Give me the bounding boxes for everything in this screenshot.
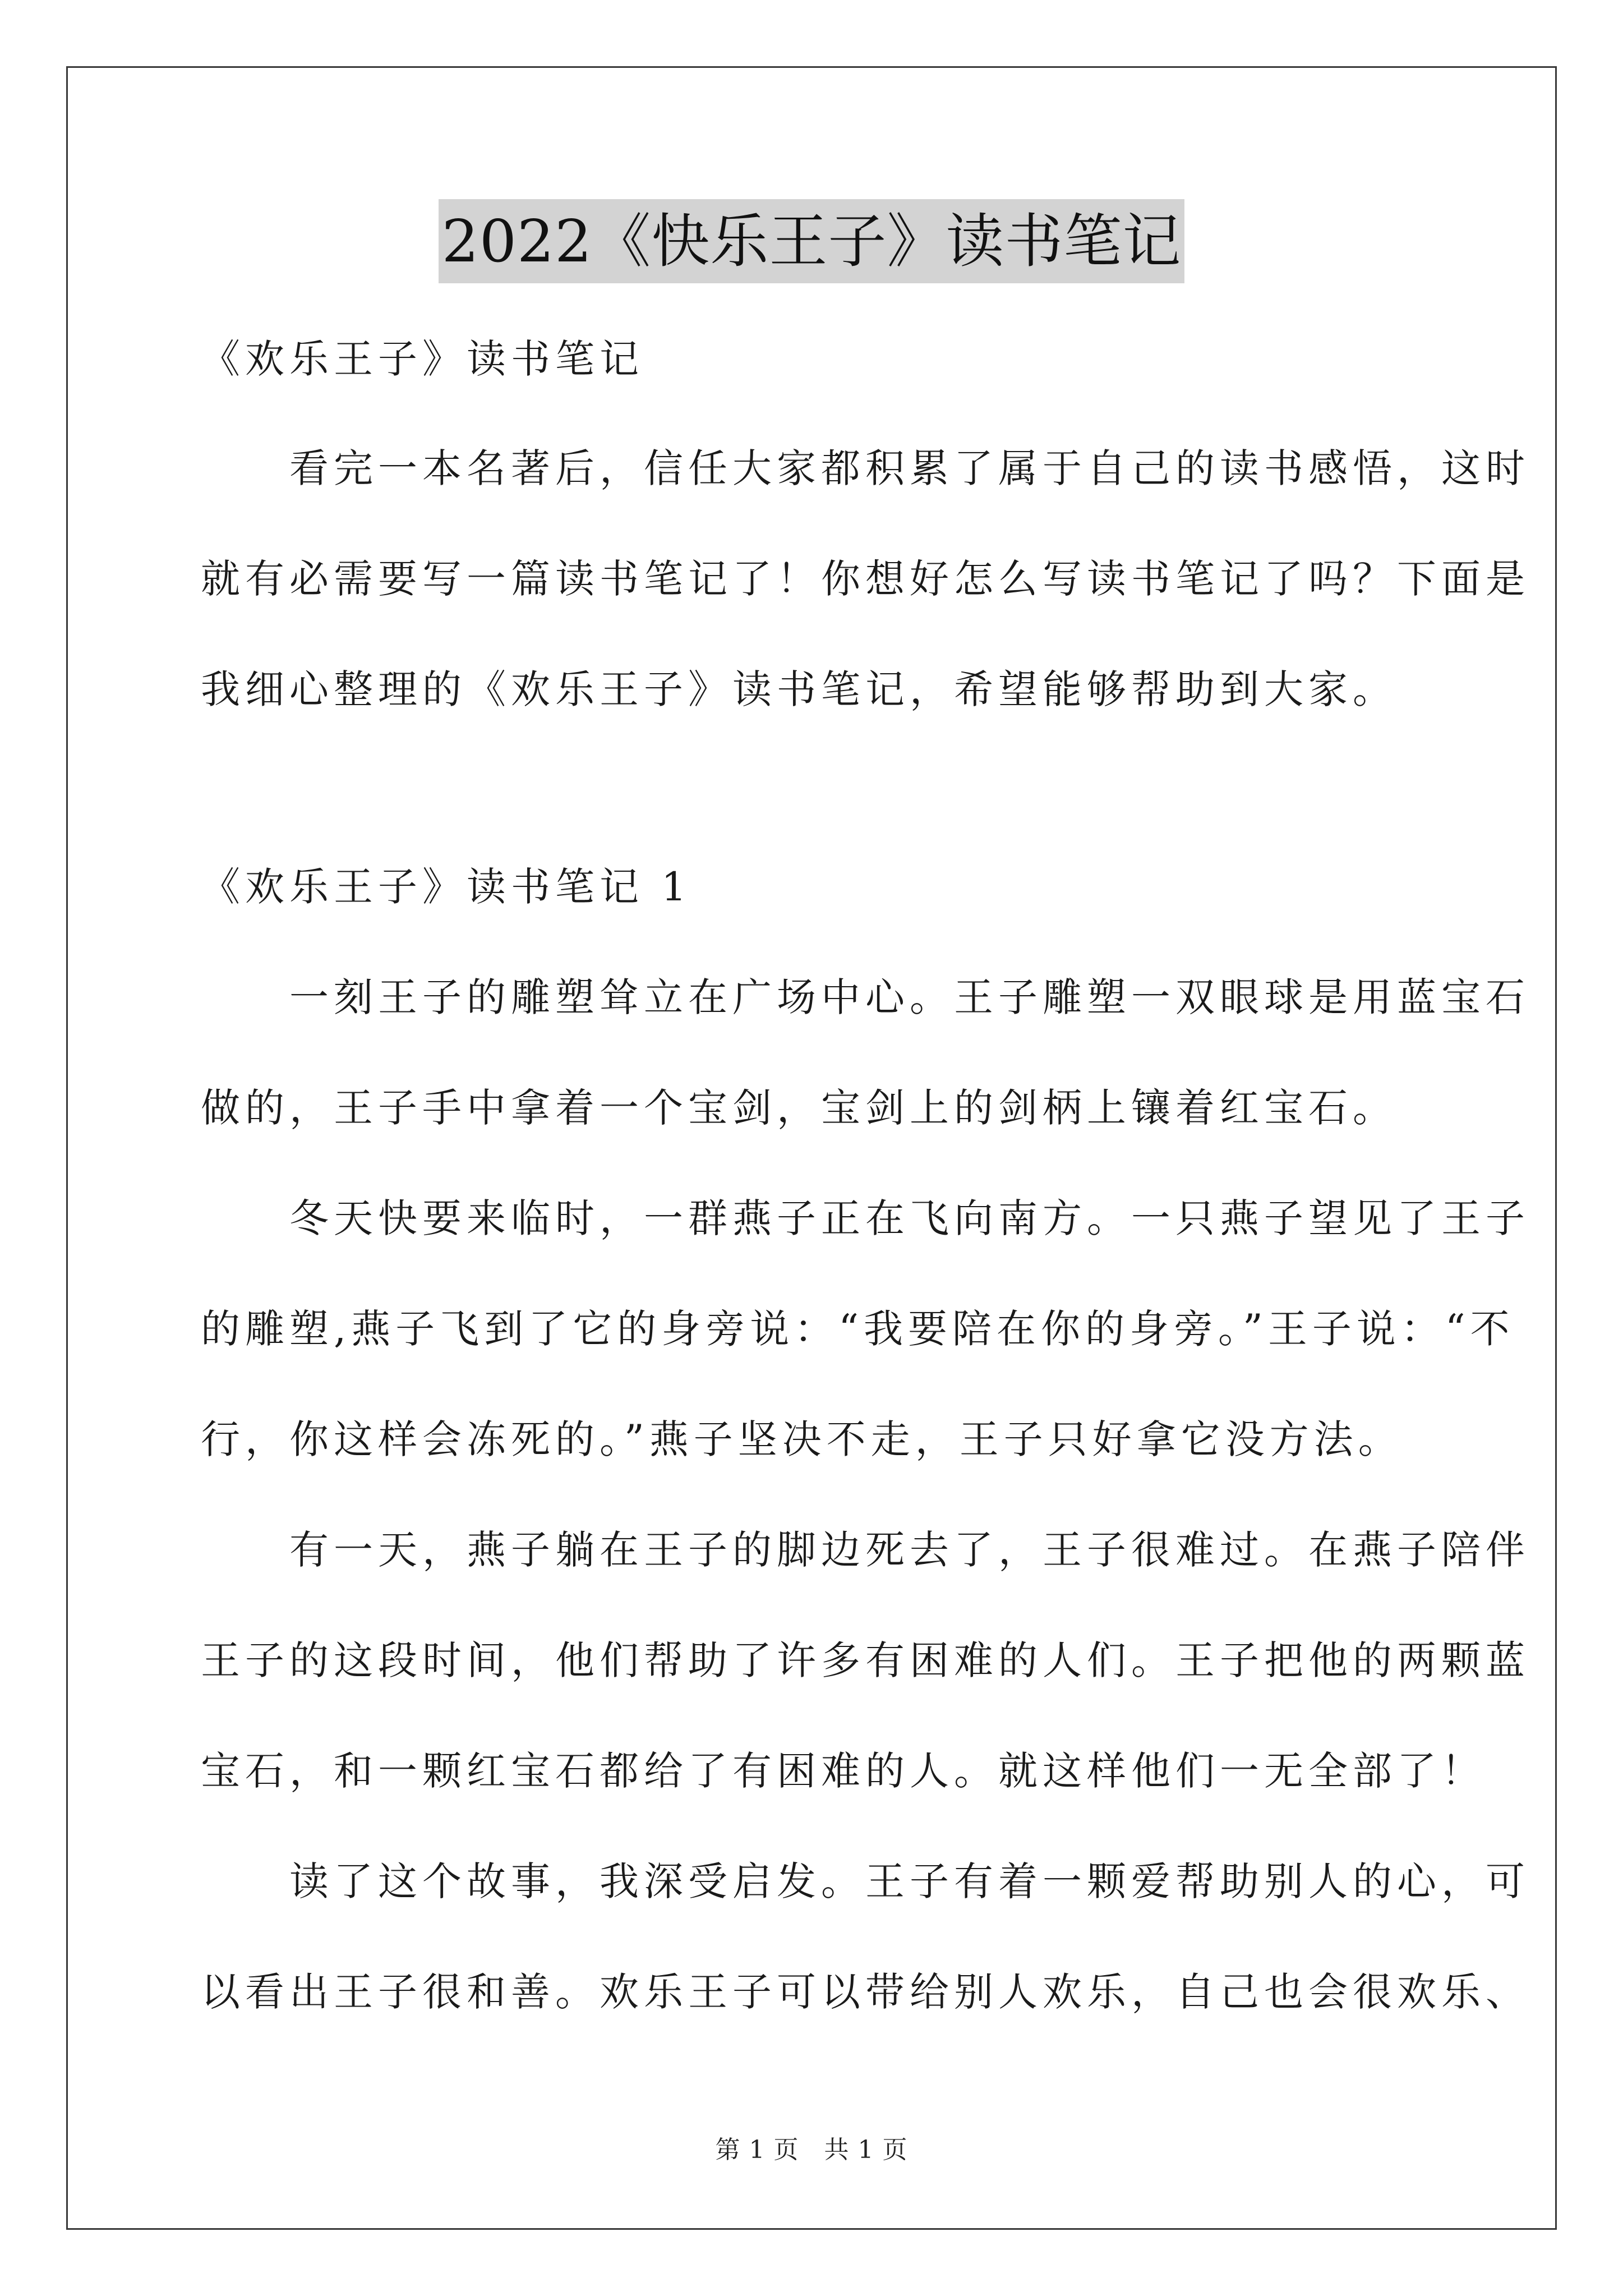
paragraph-line: 有一天，燕子躺在王子的脚边死去了，王子很难过。在燕子陪伴 — [201, 1527, 1530, 1573]
paragraph-line: 就有必需要写一篇读书笔记了！你想好怎么写读书笔记了吗？下面是 — [201, 556, 1530, 602]
document-body — [201, 336, 1530, 2015]
paragraph-line: 王子的这段时间，他们帮助了许多有困难的人们。王子把他的两颗蓝 — [201, 1637, 1530, 1683]
section-heading-intro: 《欢乐王子》读书笔记 — [201, 336, 644, 382]
title-container — [0, 199, 1623, 283]
paragraph-line: 以看出王子很和善。欢乐王子可以带给别人欢乐，自己也会很欢乐、 — [201, 1969, 1530, 2015]
document-title: 2022《快乐王子》读书笔记 — [439, 199, 1185, 283]
paragraph-line: 做的，王子手中拿着一个宝剑，宝剑上的剑柄上镶着红宝石。 — [201, 1085, 1397, 1131]
paragraph-line: 宝石，和一颗红宝石都给了有困难的人。就这样他们一无全部了！ — [201, 1748, 1486, 1794]
paragraph-line: 看完一本名著后，信任大家都积累了属于自己的读书感悟，这时 — [201, 445, 1530, 491]
paragraph-line: 的雕塑,燕子飞到了它的身旁说：“我要陪在你的身旁。”王子说：“不 — [201, 1306, 1515, 1352]
paragraph-line: 我细心整理的《欢乐王子》读书笔记，希望能够帮助到大家。 — [201, 666, 1397, 712]
paragraph-line: 冬天快要来临时，一群燕子正在飞向南方。一只燕子望见了王子 — [201, 1195, 1530, 1241]
section-heading-1: 《欢乐王子》读书笔记 1 — [201, 864, 691, 910]
page-footer: 第 1 页 共 1 页 — [715, 2136, 908, 2164]
paragraph-line: 读了这个故事，我深受启发。王子有着一颗爱帮助别人的心，可 — [201, 1858, 1530, 1904]
paragraph-line: 一刻王子的雕塑耸立在广场中心。王子雕塑一双眼球是用蓝宝石 — [201, 974, 1530, 1020]
paragraph-line: 行，你这样会冻死的。”燕子坚决不走，王子只好拿它没方法。 — [201, 1416, 1403, 1462]
